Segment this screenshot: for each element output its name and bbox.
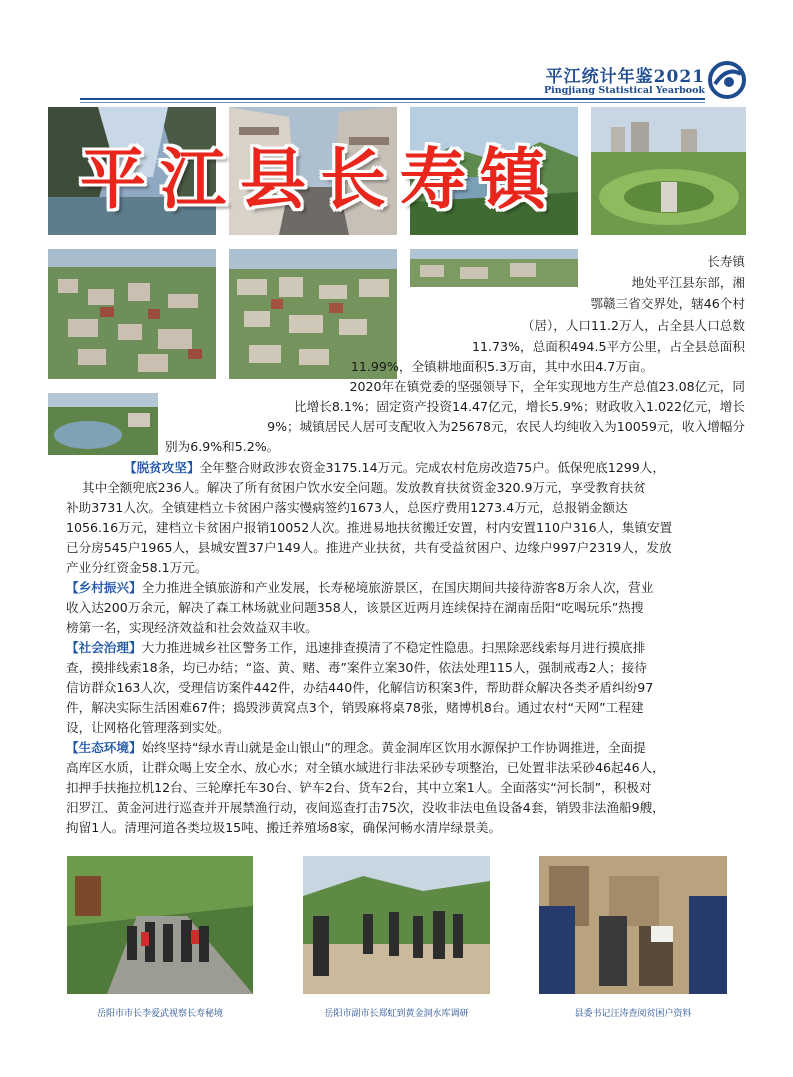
main-title: 平江县长寿镇 — [80, 140, 560, 218]
section-tag-rural: 【乡村振兴】 — [66, 580, 142, 595]
section-poverty-line-5: 已分房545户1965人，县城安置37户149人。推进产业扶贫，共有受益贫困户、边缘户997户2319人，发放 — [66, 540, 672, 555]
photo-terraced-park — [591, 107, 746, 235]
intro-line-8: 比增长8.1%；固定资产投资14.47亿元，增长5.9%；财政收入1.022亿元，增长 — [294, 399, 745, 414]
section-poverty-line-2: 其中全额兜底236人。解决了所有贫困户饮水安全问题。发放教育扶贫资金320.9万元，享受教育扶贫 — [82, 480, 646, 495]
section-governance-line-3: 信访群众163人次，受理信访案件442件，办结440件，化解信访积案3件，帮助群众解决各类矛盾纠纷97 — [66, 680, 654, 695]
header-rule — [80, 98, 705, 100]
section-ecology-first-line: 【生态环境】始终坚持“绿水青山就是金山银山”的理念。黄金洞库区饮用水源保护工作协调推进，全面提 — [66, 740, 646, 755]
intro-line-2: 地处平江县东部，湘 — [631, 275, 745, 290]
photo-aerial-town-1 — [48, 249, 216, 379]
section-poverty-line-4: 1056.16万元，建档立卡贫困户报销10052人次。推进易地扶贫搬迁安置，村内安置110户316人，集镇安置 — [66, 520, 673, 535]
section-tag-governance: 【社会治理】 — [66, 640, 142, 655]
photo-aerial-town-3 — [410, 249, 578, 287]
photo-pond-village — [48, 393, 158, 455]
section-rural-first-line: 【乡村振兴】全力推进全镇旅游和产业发展，长寿秘境旅游景区，在国庆期间共接待游客8万余人次，营业 — [66, 580, 654, 595]
intro-line-4: （居），人口11.2万人，占全县人口总数 — [521, 318, 745, 333]
photo-secretary-review — [539, 856, 727, 994]
section-ecology-line-4: 汨罗江、黄金河进行巡查并开展禁渔行动，夜间巡查打击75次，没收非法电鱼设备4套，销毁非法渔船9艘， — [66, 800, 665, 815]
intro-line-6: 11.99%，全镇耕地面积5.3万亩，其中水田4.7万亩。 — [350, 359, 653, 374]
yearbook-subtitle: Pingjiang Statistical Yearbook — [543, 85, 705, 96]
caption-reservoir-research: 岳阳市副市长郑虹到黄金洞水库调研 — [324, 1009, 469, 1019]
section-ecology-line-5: 拘留1人。清理河道各类垃圾15吨、搬迁养殖场8家，确保河畅水清岸绿景美。 — [66, 820, 502, 835]
section-governance-line-5: 设，让网格化管理落到实处。 — [66, 720, 230, 735]
section-governance-first-line: 【社会治理】大力推进城乡社区警务工作，迅速排查摸清了不稳定性隐患。扫黑除恶线索每月进行摸底排 — [66, 640, 646, 655]
intro-line-1: 长寿镇 — [707, 254, 745, 269]
intro-line-3: 鄂赣三省交界处，辖46个村 — [590, 296, 745, 311]
yearbook-title: 平江统计年鉴2021 — [545, 67, 705, 87]
section-governance-line-4: 件，解决实际生活困难67件；捣毁涉黄窝点3个，销毁麻将桌78张，赌博机8台。通过农村“天网”工程建 — [66, 700, 644, 715]
intro-line-9: 9%；城镇居民人居可支配收入为25678元，农民人均纯收入为10059元，收入增幅分 — [267, 419, 745, 434]
section-ecology-line-3: 扣押手扶拖拉机12台、三轮摩托车30台、铲车2台、货车2台，其中立案1人。全面落实“河长制”，积极对 — [66, 780, 652, 795]
section-governance-line-2: 查，摸排线索18条，均已办结；“盗、黄、赌、毒”案件立案30件，依法处理115人，强制戒毒2人；接待 — [66, 660, 647, 675]
section-tag-poverty: 【脱贫攻坚】 — [124, 460, 200, 475]
caption-mayor-inspection: 岳阳市市长李爱武视察长寿秘境 — [96, 1009, 223, 1019]
section-rural-line-3: 榜第一名，实现经济效益和社会效益双丰收。 — [66, 620, 318, 635]
header-rule-thin — [80, 102, 705, 103]
section-poverty-line-3: 补助3731人次。全镇建档立卡贫困户落实慢病签约1673人，总医疗费用1273.4万元，总报销金额达 — [66, 500, 628, 515]
section-tag-ecology: 【生态环境】 — [66, 740, 142, 755]
section-rural-line-2: 收入达200万余元，解决了森工林场就业问题358人，该景区近两月连续保持在湖南岳阳“吃喝玩乐”热搜 — [66, 600, 644, 615]
photo-mayor-inspection — [67, 856, 253, 994]
section-ecology-line-2: 高库区水质，让群众喝上安全水、放心水；对全镇水域进行非法采砂专项整治，已处置非法采砂46起46人， — [66, 760, 665, 775]
yearbook-logo-icon — [707, 60, 747, 100]
photo-reservoir-research — [303, 856, 490, 994]
section-poverty-first-line: 【脱贫攻坚】全年整合财政涉农资金3175.14万元。完成农村危房改造75户。低保兜底1299人， — [124, 460, 665, 475]
intro-line-10: 别为6.9%和5.2%。 — [165, 439, 280, 454]
caption-secretary-review: 县委书记汪涛查阅贫困户资料 — [574, 1009, 692, 1019]
section-poverty-line-6: 产业分红资金58.1万元。 — [66, 560, 208, 575]
intro-line-7: 2020年在镇党委的坚强领导下，全年实现地方生产总值23.08亿元，同 — [349, 379, 745, 394]
intro-line-5: 11.73%，总面积494.5平方公里，占全县总面积 — [472, 339, 745, 354]
